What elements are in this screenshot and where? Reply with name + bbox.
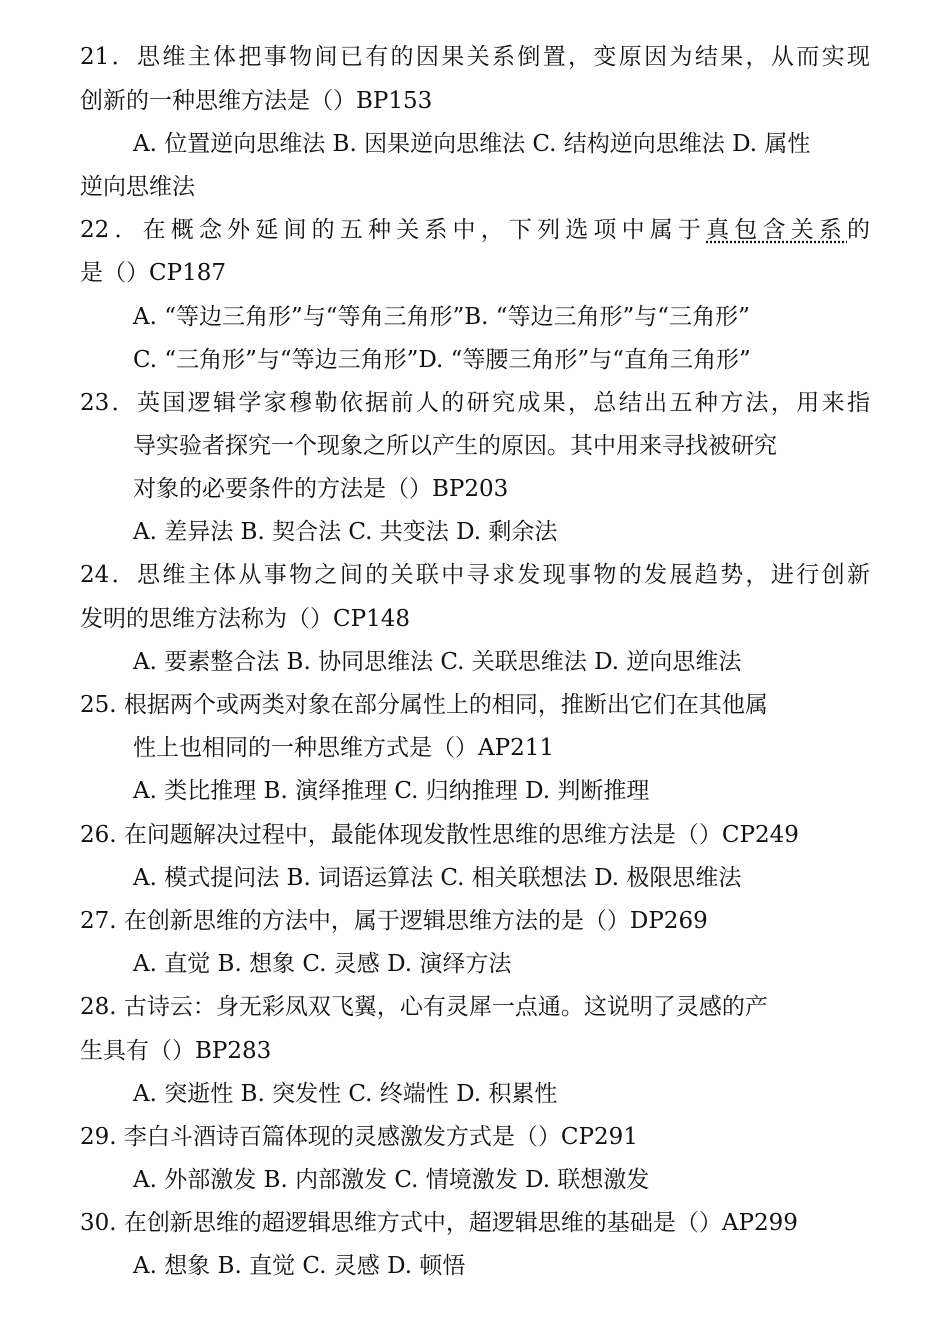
q21-stem-line-2: 创新的一种思维方法是（）BP153 [80,88,433,114]
q21-options-line-2: 逆向思维法 [80,174,195,200]
q29-stem-line-1: 29. 李白斗酒诗百篇体现的灵感激发方式是（）CP291 [80,1124,638,1150]
q21-stem-line-1: 21．思维主体把事物间已有的因果关系倒置，变原因为结果，从而实现 [80,44,870,70]
q29-options-line-1: A. 外部激发 B. 内部激发 C. 情境激发 D. 联想激发 [133,1167,650,1193]
q30-stem-line-1: 30. 在创新思维的超逻辑思维方式中，超逻辑思维的基础是（）AP299 [80,1210,798,1236]
q23-stem-line-3: 对象的必要条件的方法是（）BP203 [133,476,509,502]
q21-options-line-1: A. 位置逆向思维法 B. 因果逆向思维法 C. 结构逆向思维法 D. 属性 [133,131,811,157]
q28-stem-line-1: 28. 古诗云：身无彩凤双飞翼，心有灵犀一点通。这说明了灵感的产 [80,994,768,1020]
q22-stem-tail: 的 [847,217,870,243]
q26-options-line-1: A. 模式提问法 B. 词语运算法 C. 相关联想法 D. 极限思维法 [133,865,742,891]
q26-stem-line-1: 26. 在问题解决过程中，最能体现发散性思维的思维方法是（）CP249 [80,822,799,848]
q24-stem-line-1: 24．思维主体从事物之间的关联中寻求发现事物的发展趋势，进行创新 [80,562,870,588]
q27-options-line-1: A. 直觉 B. 想象 C. 灵感 D. 演绎方法 [133,951,512,977]
q24-stem-line-2: 发明的思维方法称为（）CP148 [80,606,410,632]
q22-stem-text: 22．在概念外延间的五种关系中，下列选项中属于 [80,217,707,243]
q27-stem-line-1: 27. 在创新思维的方法中，属于逻辑思维方法的是（）DP269 [80,908,708,934]
q23-stem-line-2: 导实验者探究一个现象之所以产生的原因。其中用来寻找被研究 [133,433,777,459]
q22-options-line-1: A. “等边三角形”与“等角三角形”B. “等边三角形”与“三角形” [133,304,750,330]
q28-options-line-1: A. 突逝性 B. 突发性 C. 终端性 D. 积累性 [133,1081,558,1107]
q23-options-line-1: A. 差异法 B. 契合法 C. 共变法 D. 剩余法 [133,519,558,545]
q22-stem-line-2: 是（）CP187 [80,260,226,286]
q30-options-line-1: A. 想象 B. 直觉 C. 灵感 D. 顿悟 [133,1253,466,1279]
q22-stem-line-1 [80,215,870,245]
q22-emphasis-term: 真包含关系 [706,217,847,243]
q22-options-line-2: C. “三角形”与“等边三角形”D. “等腰三角形”与“直角三角形” [133,347,751,373]
q25-options-line-1: A. 类比推理 B. 演绎推理 C. 归纳推理 D. 判断推理 [133,778,650,804]
q25-stem-line-1: 25. 根据两个或两类对象在部分属性上的相同，推断出它们在其他属 [80,692,768,718]
q28-stem-line-2: 生具有（）BP283 [80,1038,272,1064]
q25-stem-line-2: 性上也相同的一种思维方式是（）AP211 [133,735,554,761]
q24-options-line-1: A. 要素整合法 B. 协同思维法 C. 关联思维法 D. 逆向思维法 [133,649,742,675]
q23-stem-line-1: 23．英国逻辑学家穆勒依据前人的研究成果，总结出五种方法，用来指 [80,390,870,416]
